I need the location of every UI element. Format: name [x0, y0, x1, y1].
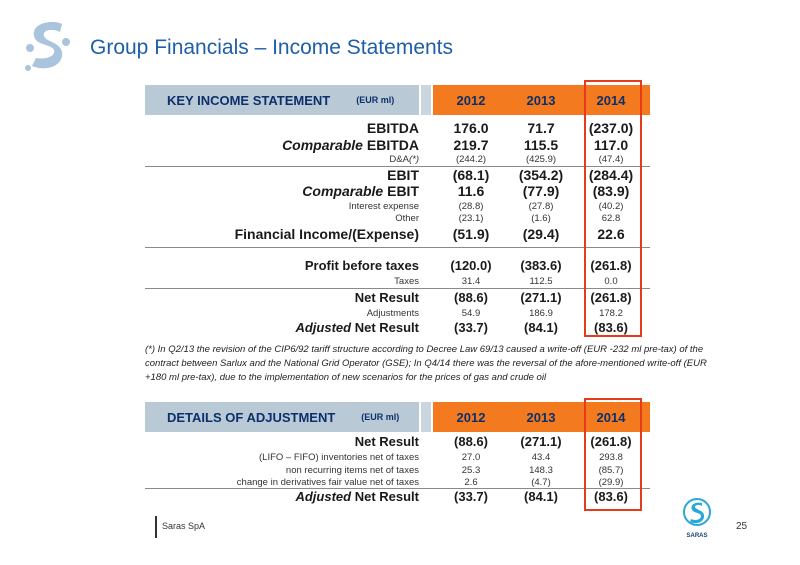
value-2013: 115.5	[523, 137, 559, 153]
value-2012: 27.0	[461, 452, 481, 463]
page-title: Group Financials – Income Statements	[90, 36, 454, 59]
value-2013: (84.1)	[524, 320, 558, 335]
value-2012: 31.4	[461, 276, 481, 287]
value-2012: (88.6)	[454, 290, 488, 305]
table-header-label	[145, 85, 419, 115]
divider	[145, 247, 650, 248]
unit-label: (EUR ml)	[356, 95, 395, 105]
value-2014: (29.9)	[598, 477, 624, 488]
details-of-adjustment-table	[145, 402, 650, 510]
row-label	[282, 137, 419, 153]
value-2014: (237.0)	[588, 120, 634, 136]
value-2014: (261.8)	[590, 258, 632, 273]
row-label: Financial Income/(Expense)	[234, 226, 419, 242]
svg-text:SARAS: SARAS	[686, 533, 708, 539]
value-2013: (354.2)	[518, 167, 564, 183]
value-2012: (33.7)	[454, 320, 488, 335]
year-2013: 2013	[526, 409, 556, 425]
row-label	[302, 183, 419, 199]
footnote-marker: (*)	[408, 154, 419, 165]
italic-prefix: Adjusted	[295, 489, 355, 504]
row-label	[295, 489, 419, 504]
value-2013: (29.4)	[522, 226, 560, 242]
value-2013: (84.1)	[524, 489, 558, 504]
value-2014: 117.0	[593, 137, 629, 153]
footer-company: Saras SpA	[162, 521, 206, 531]
row-label: Net Result	[354, 290, 419, 305]
value-2012: (88.6)	[454, 434, 488, 449]
row-label: Profit before taxes	[304, 258, 419, 273]
row-label: EBITDA	[366, 120, 419, 136]
value-2014: (261.8)	[590, 434, 632, 449]
row-label-text: Net Result	[354, 489, 419, 504]
unit-label: (EUR ml)	[361, 412, 400, 422]
value-2012: (28.8)	[458, 201, 484, 212]
row-label	[389, 154, 419, 165]
row-label: Net Result	[354, 434, 419, 449]
table-title: DETAILS OF ADJUSTMENT	[167, 409, 336, 425]
value-2013: 71.7	[527, 120, 555, 136]
value-2013: (27.8)	[528, 201, 554, 212]
header-separator	[421, 85, 431, 115]
row-label: Adjustments	[366, 308, 419, 319]
year-2014: 2014	[596, 92, 626, 108]
row-label: Taxes	[394, 276, 419, 287]
row-label-text: D&A	[389, 154, 409, 165]
value-2013: (425.9)	[525, 154, 557, 165]
saras-logo-small-icon	[680, 496, 714, 540]
value-2014: 62.8	[601, 213, 621, 224]
table-header-label	[145, 402, 419, 432]
value-2013: 43.4	[531, 452, 551, 463]
value-2013: (1.6)	[531, 213, 551, 224]
value-2014: (83.6)	[594, 489, 628, 504]
italic-prefix: Comparable	[282, 137, 367, 153]
page-number: 25	[736, 521, 748, 532]
highlight-2014-column	[584, 80, 642, 337]
value-2012: 11.6	[457, 183, 485, 199]
value-2012: 25.3	[461, 465, 481, 476]
header-separator	[421, 402, 431, 432]
saras-logo-icon	[22, 18, 74, 78]
value-2014: (261.8)	[590, 290, 632, 305]
value-2012: (51.9)	[452, 226, 490, 242]
value-2013: (271.1)	[520, 434, 562, 449]
value-2012: (33.7)	[454, 489, 488, 504]
value-2013: 112.5	[529, 276, 553, 287]
table-header	[145, 402, 650, 432]
italic-prefix: Adjusted	[295, 320, 355, 335]
footer-divider	[155, 516, 157, 538]
divider	[145, 288, 650, 289]
row-label: EBIT	[387, 167, 419, 183]
value-2013: (383.6)	[520, 258, 562, 273]
footnote: (*) In Q2/13 the revision of the CIP6/92 tariff structure according to Decree Law 69/13 caused a write-off (EUR -232 ml pre-tax) of the contract between Sarlux and the National Grid Operator (GSE); In Q4/14 there was the reversal of the afore-mentioned write-off (EUR +180 ml pre-tax), due to the implementation of new scenarios for the prices of gas and crude oil	[145, 344, 707, 383]
row-label: (LIFO – FIFO) inventories net of taxes	[259, 452, 419, 463]
value-2014: (83.9)	[592, 183, 630, 199]
value-2012: 2.6	[464, 477, 478, 488]
value-2012: (23.1)	[458, 213, 484, 224]
key-income-statement-table	[145, 85, 650, 340]
value-2014: (47.4)	[598, 154, 624, 165]
year-2013: 2013	[526, 92, 556, 108]
value-2012: (68.1)	[452, 167, 490, 183]
row-label: change in derivatives fair value net of taxes	[236, 477, 419, 488]
value-2012: 219.7	[453, 137, 489, 153]
value-2012: (120.0)	[450, 258, 492, 273]
value-2013: 186.9	[529, 308, 553, 319]
value-2012: 54.9	[461, 308, 481, 319]
value-2014: 178.2	[599, 308, 623, 319]
year-2012: 2012	[456, 409, 486, 425]
value-2013: (271.1)	[520, 290, 562, 305]
table-header	[145, 85, 650, 115]
row-label	[295, 320, 419, 335]
italic-prefix: Comparable	[302, 183, 388, 199]
value-2013: (4.7)	[531, 477, 551, 488]
row-label-text: EBITDA	[366, 137, 419, 153]
value-2013: (77.9)	[522, 183, 560, 199]
row-label: Other	[395, 213, 419, 224]
row-label-text: Net Result	[354, 320, 419, 335]
highlight-2014-column-adjustments	[584, 398, 642, 511]
year-2014: 2014	[596, 409, 626, 425]
value-2014: (40.2)	[598, 201, 624, 212]
table-title: KEY INCOME STATEMENT	[167, 92, 331, 108]
value-2014: 0.0	[604, 276, 618, 287]
value-2014: (284.4)	[588, 167, 634, 183]
value-2014: (83.6)	[594, 320, 628, 335]
row-label: non recurring items net of taxes	[285, 465, 419, 476]
value-2012: (244.2)	[455, 154, 487, 165]
value-2013: 148.3	[529, 465, 553, 476]
value-2014: 293.8	[599, 452, 623, 463]
value-2014: 22.6	[597, 226, 625, 242]
value-2012: 176.0	[453, 120, 489, 136]
year-2012: 2012	[456, 92, 486, 108]
row-label-text: EBIT	[387, 183, 419, 199]
row-label: Interest expense	[348, 201, 419, 212]
value-2014: (85.7)	[598, 465, 624, 476]
